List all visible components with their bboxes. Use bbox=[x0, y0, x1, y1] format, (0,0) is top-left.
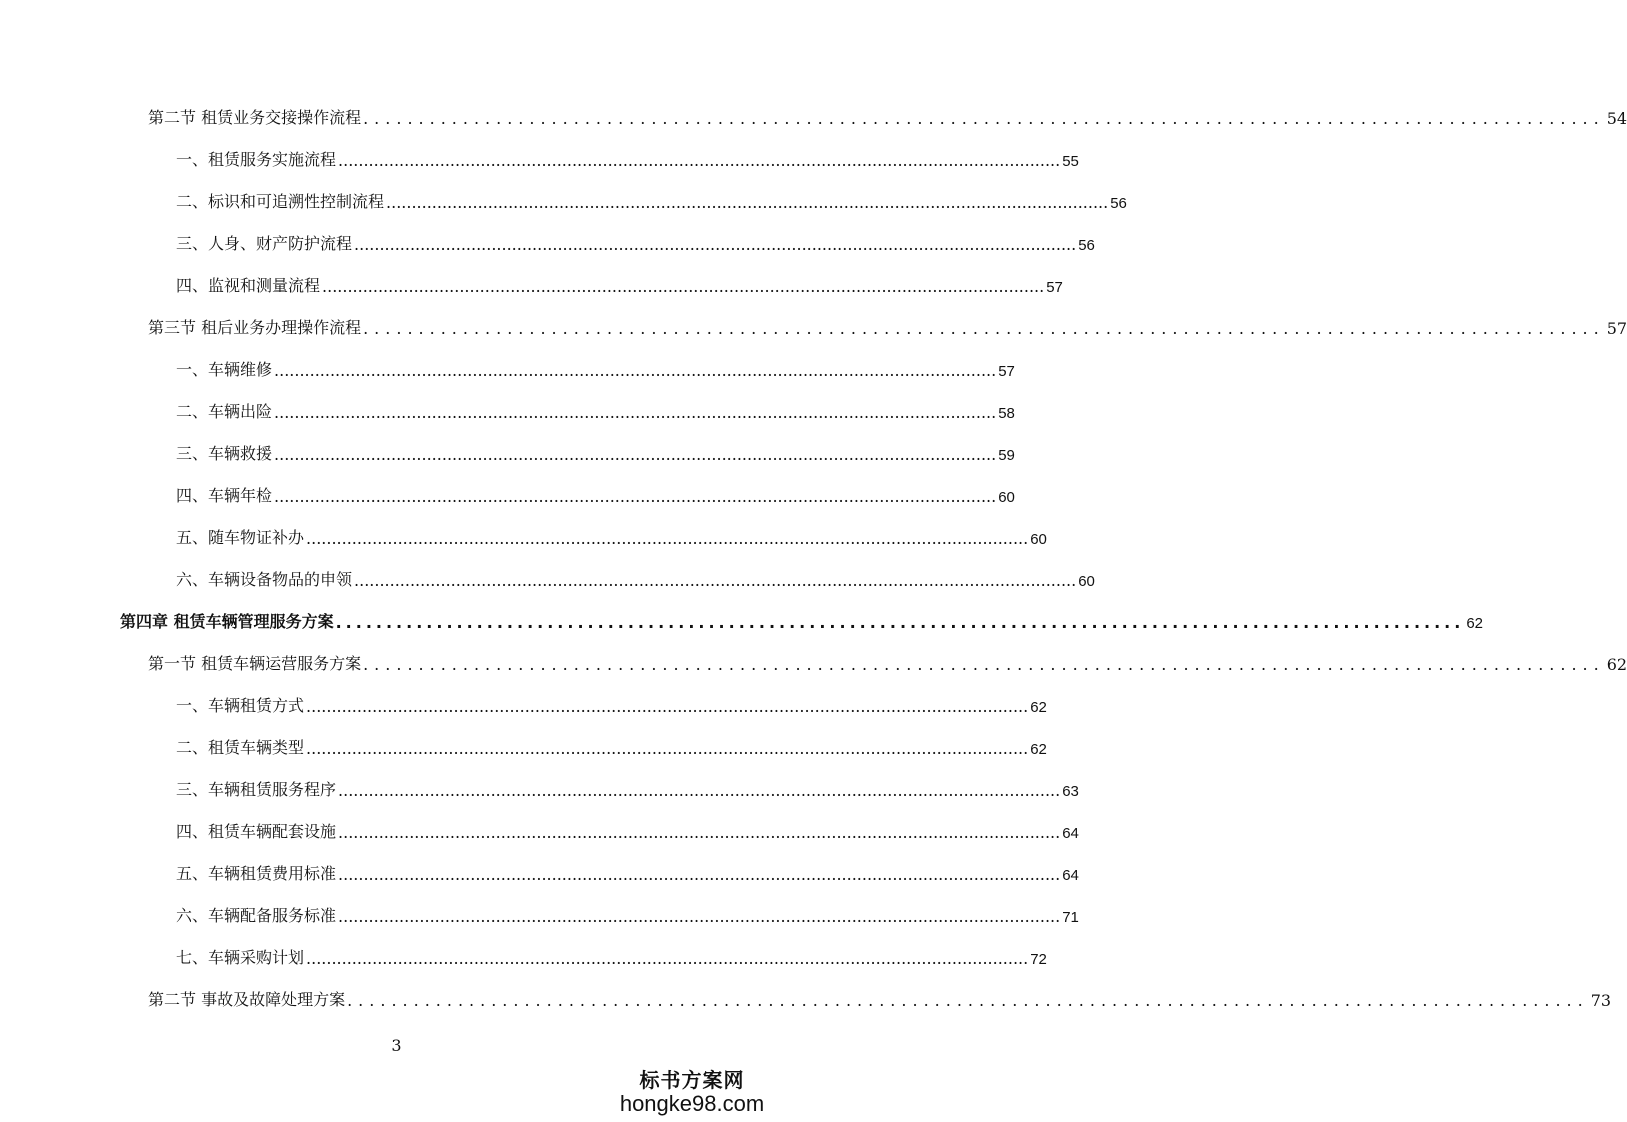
toc-entry-page: 56 bbox=[1078, 237, 1095, 254]
toc-entry-page: 62 bbox=[1606, 655, 1627, 674]
toc-leader-dots: .............................................................................................................................................. bbox=[338, 865, 1061, 884]
toc-entry-title: 四、监视和测量流程 bbox=[176, 276, 321, 295]
toc-entry[interactable] bbox=[176, 184, 1127, 212]
toc-entry[interactable] bbox=[176, 352, 1015, 380]
toc-entry-title: 一、车辆维修 bbox=[176, 360, 273, 379]
toc-entry-chapter[interactable] bbox=[120, 604, 1484, 632]
toc-entry-title: 三、车辆救援 bbox=[176, 444, 273, 463]
toc-entry-page: 57 bbox=[998, 363, 1015, 380]
toc-leader-dots: .............................................................................................................................................. bbox=[354, 571, 1077, 590]
toc-entry-page: 72 bbox=[1030, 951, 1047, 968]
toc-leader-dots: ................................................................................................................ bbox=[363, 319, 1605, 338]
toc-entry-page: 58 bbox=[998, 405, 1015, 422]
toc-entry-title: 第三节 租后业务办理操作流程 bbox=[148, 318, 362, 337]
toc-entry-page: 56 bbox=[1110, 195, 1127, 212]
toc-leader-dots: .............................................................................................................................................. bbox=[306, 697, 1029, 716]
toc-entry[interactable] bbox=[176, 772, 1079, 800]
toc-entry-page: 62 bbox=[1466, 615, 1484, 632]
toc-entry-title: 二、车辆出险 bbox=[176, 402, 273, 421]
toc-leader-dots: .............................................................................................................................................. bbox=[274, 361, 997, 380]
watermark-name: 标书方案网 bbox=[639, 1068, 745, 1092]
toc-entry-page: 64 bbox=[1062, 825, 1079, 842]
toc-entry-page: 54 bbox=[1606, 109, 1627, 128]
toc-leader-dots: .............................................................................................................................................. bbox=[274, 403, 997, 422]
toc-entry-title: 一、车辆租赁方式 bbox=[176, 696, 305, 715]
watermark-url: hongke98.com bbox=[619, 1091, 765, 1116]
toc-entry[interactable] bbox=[148, 646, 1627, 674]
toc-leader-dots: .............................................................................................................................................. bbox=[274, 487, 997, 506]
toc-entry-title: 六、车辆设备物品的申领 bbox=[176, 570, 353, 589]
toc-entry-page: 57 bbox=[1046, 279, 1063, 296]
toc-entry[interactable] bbox=[176, 940, 1047, 968]
toc-leader-dots: .............................................................................................................................................. bbox=[338, 823, 1061, 842]
toc-entry-page: 60 bbox=[1030, 531, 1047, 548]
toc-entry-page: 62 bbox=[1030, 699, 1047, 716]
toc-entry[interactable] bbox=[176, 856, 1079, 884]
toc-entry-title: 二、标识和可追溯性控制流程 bbox=[176, 192, 385, 211]
toc-entry[interactable] bbox=[148, 310, 1627, 338]
toc-entry[interactable] bbox=[176, 436, 1015, 464]
toc-entry-title: 第一节 租赁车辆运营服务方案 bbox=[148, 654, 362, 673]
toc-entry-page: 57 bbox=[1606, 319, 1627, 338]
toc-entry-title: 三、车辆租赁服务程序 bbox=[176, 780, 337, 799]
toc-entry-title: 四、租赁车辆配套设施 bbox=[176, 822, 337, 841]
toc-entry[interactable] bbox=[176, 898, 1079, 926]
toc-entry[interactable] bbox=[176, 478, 1015, 506]
toc-leader-dots: .............................................................................................................................................. bbox=[322, 277, 1045, 296]
toc-entry[interactable] bbox=[176, 520, 1047, 548]
toc-entry-title: 四、车辆年检 bbox=[176, 486, 273, 505]
watermark-logo bbox=[607, 1068, 777, 1116]
toc-leader-dots: .............................................................................................................................................. bbox=[338, 151, 1061, 170]
toc-entry[interactable] bbox=[176, 730, 1047, 758]
toc-entry[interactable] bbox=[176, 394, 1015, 422]
toc-entry-title: 第二节 事故及故障处理方案 bbox=[148, 990, 346, 1009]
toc-entry-title: 第二节 租赁业务交接操作流程 bbox=[148, 108, 362, 127]
toc-entry-title: 三、人身、财产防护流程 bbox=[176, 234, 353, 253]
toc-entry[interactable] bbox=[176, 562, 1095, 590]
toc-entry[interactable] bbox=[148, 100, 1627, 128]
toc-leader-dots: .............................................................................................................................................. bbox=[354, 235, 1077, 254]
toc-entry-title: 六、车辆配备服务标准 bbox=[176, 906, 337, 925]
toc-leader-dots: .............................................................................................................................................. bbox=[306, 949, 1029, 968]
toc-leader-dots: .............................................................................................................................................. bbox=[338, 781, 1061, 800]
toc-leader-dots: ................................................................................................................ bbox=[363, 655, 1605, 674]
toc-entry[interactable] bbox=[176, 688, 1047, 716]
toc-entry[interactable] bbox=[148, 982, 1612, 1010]
toc-entry-title: 五、车辆租赁费用标准 bbox=[176, 864, 337, 883]
toc-entry-title: 五、随车物证补办 bbox=[176, 528, 305, 547]
toc-entry-page: 73 bbox=[1590, 991, 1612, 1010]
toc-leader-dots: ................................................................................................................ bbox=[363, 109, 1605, 128]
toc-leader-dots: ................................................................................................................ bbox=[335, 613, 1465, 632]
toc-leader-dots: ................................................................................................................ bbox=[347, 991, 1589, 1010]
toc-leader-dots: .............................................................................................................................................. bbox=[338, 907, 1061, 926]
toc-entry-page: 64 bbox=[1062, 867, 1079, 884]
toc-entry[interactable] bbox=[176, 814, 1079, 842]
toc-entry-title: 一、租赁服务实施流程 bbox=[176, 150, 337, 169]
toc-entry-page: 62 bbox=[1030, 741, 1047, 758]
toc-entry[interactable] bbox=[176, 226, 1095, 254]
toc-entry-page: 71 bbox=[1062, 909, 1079, 926]
toc-entry-title: 七、车辆采购计划 bbox=[176, 948, 305, 967]
toc-entry-page: 63 bbox=[1062, 783, 1079, 800]
toc-leader-dots: .............................................................................................................................................. bbox=[306, 739, 1029, 758]
toc-entry-page: 55 bbox=[1062, 153, 1079, 170]
toc-leader-dots: .............................................................................................................................................. bbox=[274, 445, 997, 464]
toc-entry-page: 59 bbox=[998, 447, 1015, 464]
toc-entry-title: 二、租赁车辆类型 bbox=[176, 738, 305, 757]
toc-leader-dots: .............................................................................................................................................. bbox=[386, 193, 1109, 212]
toc-entry[interactable] bbox=[176, 268, 1063, 296]
toc-entry[interactable] bbox=[176, 142, 1079, 170]
toc-entry-page: 60 bbox=[998, 489, 1015, 506]
toc-entry-page: 60 bbox=[1078, 573, 1095, 590]
toc-entry-title: 第四章 租赁车辆管理服务方案 bbox=[120, 612, 334, 631]
page-number: 3 bbox=[391, 1036, 402, 1055]
toc-leader-dots: .............................................................................................................................................. bbox=[306, 529, 1029, 548]
